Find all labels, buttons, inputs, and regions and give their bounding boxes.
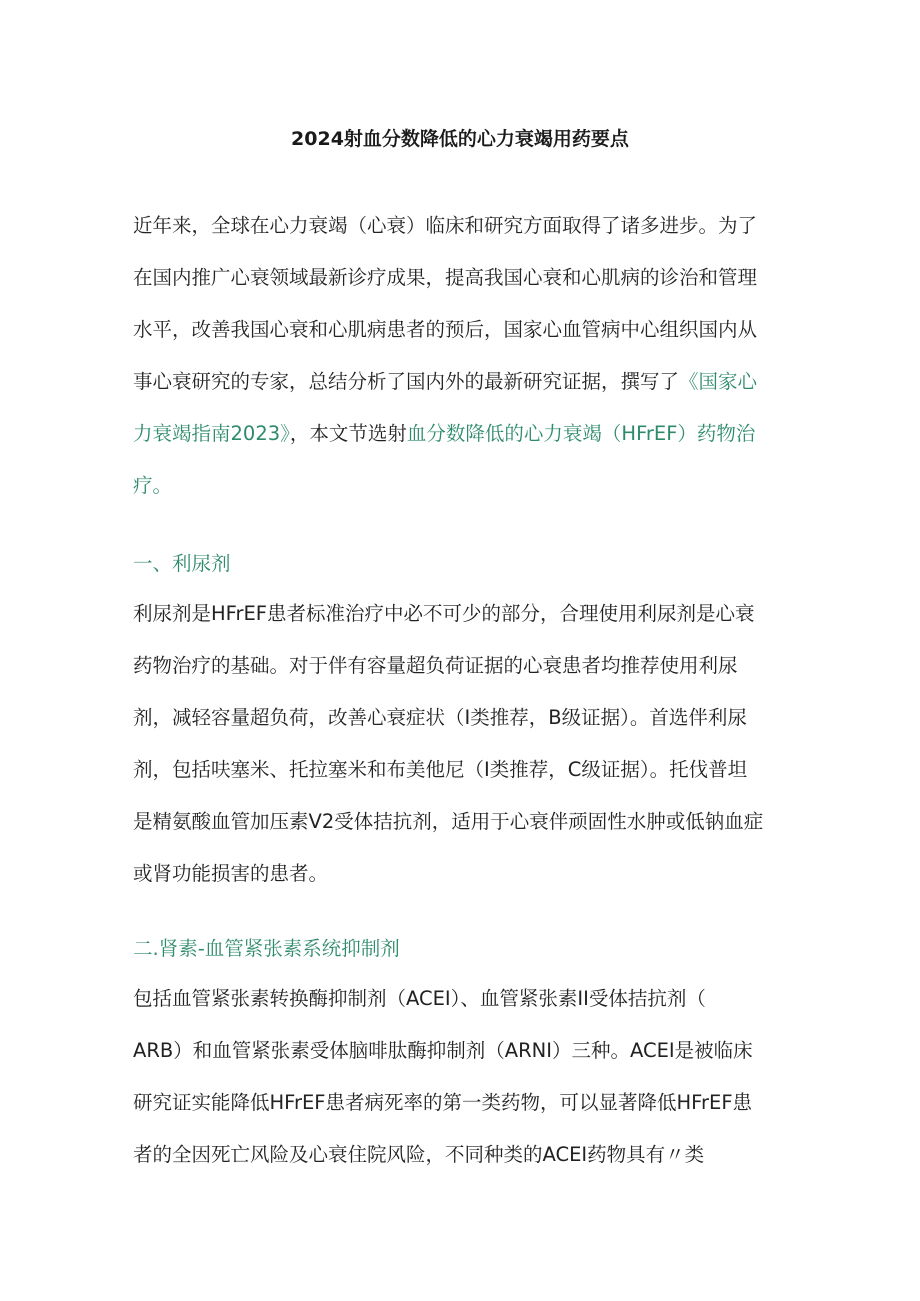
intro-text: ，本文节选射 <box>289 422 407 445</box>
hfref-highlight-text: 血分数降低的心力衰竭（HFrEF）药物治 <box>406 422 756 445</box>
section2-heading: 二.肾素-血管紧张素系统抑制剂 <box>133 937 400 960</box>
section1-heading: 一、利尿剂 <box>133 552 231 575</box>
section2-line: 研究证实能降低HFrEF患者病死率的第一类药物，可以显著降低HFrEF患 <box>133 1091 753 1114</box>
section1-line: 药物治疗的基础。对于伴有容量超负荷证据的心衰患者均推荐使用利尿 <box>133 654 738 677</box>
intro-line: 近年来，全球在心力衰竭（心衰）临床和研究方面取得了诸多进步。为了 <box>133 214 758 237</box>
guideline-link-text: 力衰竭指南2023》 <box>133 422 290 445</box>
section1-line: 或肾功能损害的患者。 <box>133 862 329 885</box>
section1-line: 利尿剂是HFrEF患者标准治疗中必不可少的部分，合理使用利尿剂是心衰 <box>133 602 755 625</box>
section2-line: ARB）和血管紧张素受体脑啡肽酶抑制剂（ARNI）三种。ACEI是被临床 <box>133 1039 753 1062</box>
intro-paragraph <box>133 200 813 512</box>
section1-line: 剂，包括呋塞米、托拉塞米和布美他尼（I类推荐，C级证据）。托伐普坦 <box>133 758 748 781</box>
intro-line: 在国内推广心衰领域最新诊疗成果，提高我国心衰和心肌病的诊治和管理 <box>133 266 758 289</box>
hfref-highlight-text: 疗。 <box>133 474 173 497</box>
section1-line: 是精氨酸血管加压素V2受体拮抗剂，适用于心衰伴顽固性水肿或低钠血症 <box>133 810 764 833</box>
section2-paragraph <box>133 973 813 1181</box>
section2-line: 包括血管紧张素转换酶抑制剂（ACEI）、血管紧张素II受体拮抗剂（ <box>133 987 706 1010</box>
intro-line: 水平，改善我国心衰和心肌病患者的预后，国家心血管病中心组织国内从 <box>133 318 758 341</box>
intro-line <box>133 408 813 460</box>
intro-line <box>133 356 813 408</box>
intro-text: 事心衰研究的专家，总结分析了国内外的最新研究证据，撰写了 <box>133 370 680 393</box>
section2-line: 者的全因死亡风险及心衰住院风险，不同种类的ACEI药物具有〃类 <box>133 1143 705 1166</box>
intro-line <box>133 460 813 512</box>
section1-paragraph <box>133 588 813 900</box>
section1-line: 剂，减轻容量超负荷，改善心衰症状（I类推荐，B级证据）。首选伴利尿 <box>133 706 747 729</box>
document-title: 2024射血分数降低的心力衰竭用药要点 <box>291 128 629 150</box>
guideline-link-text: 《国家心 <box>679 370 758 393</box>
